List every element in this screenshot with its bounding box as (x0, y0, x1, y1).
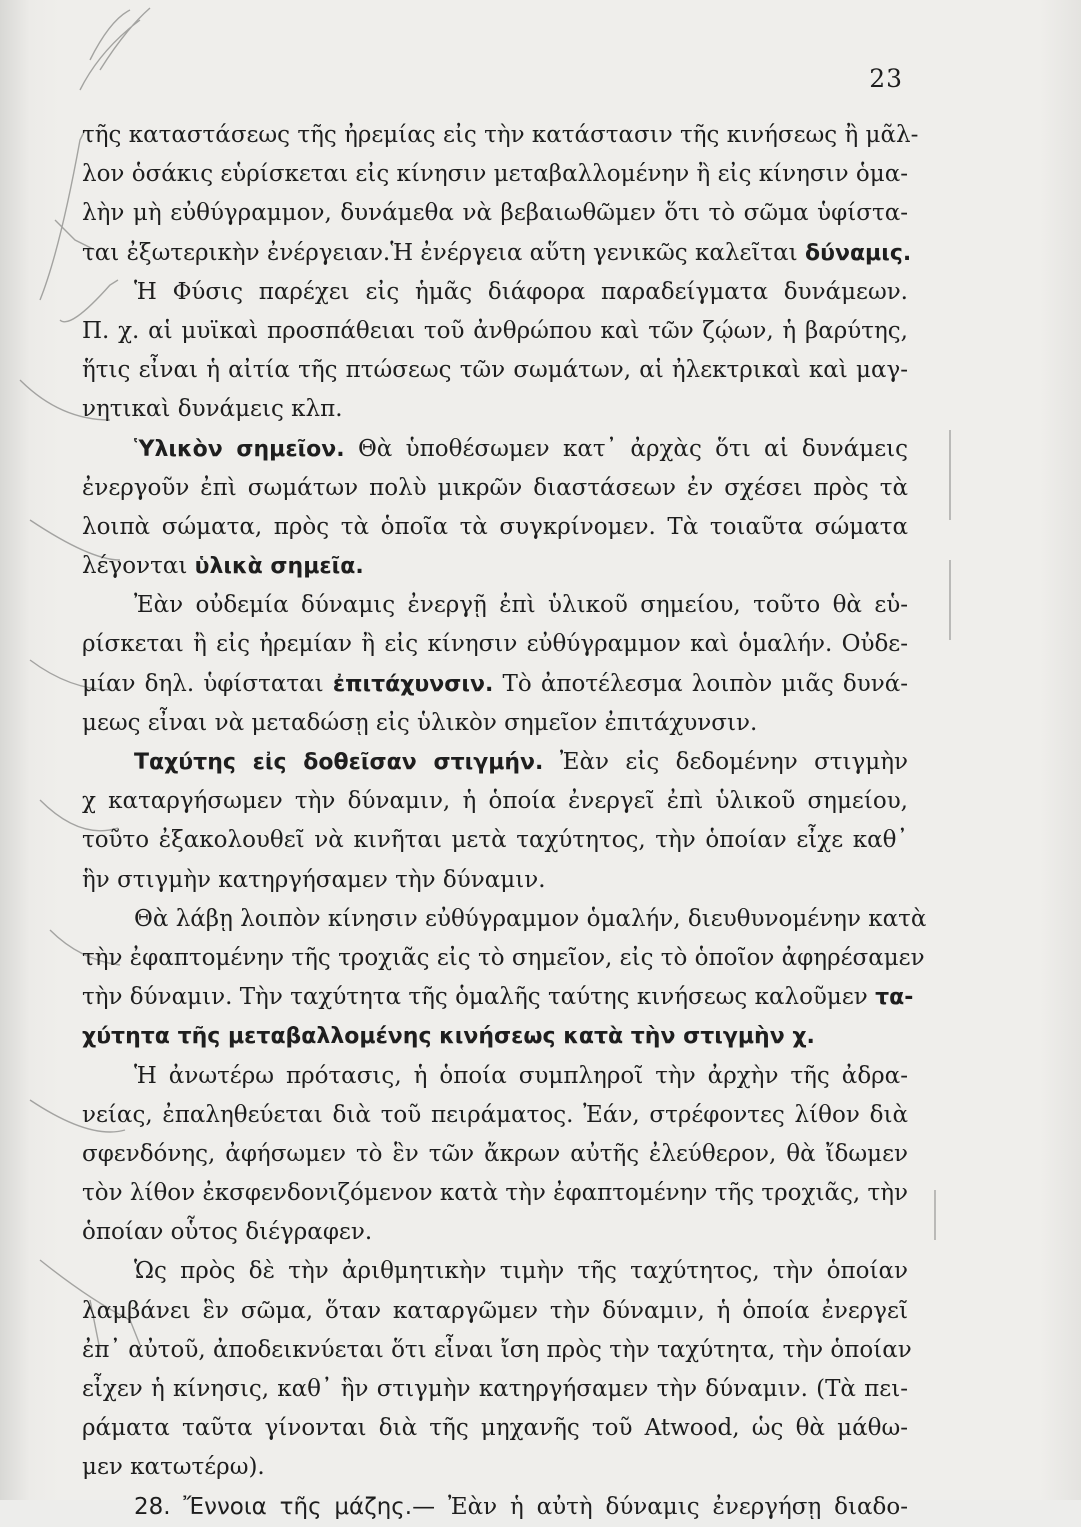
text-line (82, 1017, 908, 1056)
text-line: λαμβάνει ἓν σῶμα, ὅταν καταργῶμεν τὴν δύναμιν, ἡ ὁποία ἐνεργεῖ (82, 1297, 908, 1324)
text-line: λὴν μὴ εὐθύγραμμον, δυνάμεθα νὰ βεβαιωθῶμεν ὅτι τὸ σῶμα ὑφίστα- (82, 200, 908, 227)
text-span: μίαν δηλ. ὑφίσταται (82, 670, 324, 697)
text-line (82, 665, 908, 704)
text-span: λέγονται (82, 553, 188, 580)
pencil-scribble (80, 8, 150, 90)
text-line: εἶχεν ἡ κίνησις, καθ᾽ ἣν στιγμὴν κατηργήσαμεν τὴν δύναμιν. (Τὰ πει- (82, 1376, 908, 1402)
text-line: Ἡ ἀνωτέρω πρότασις, ἡ ὁποία συμπληροῖ τὴν ἀρχὴν τῆς ἀδρα- (134, 1062, 908, 1089)
body-text (82, 116, 927, 1527)
text-line: Π. χ. αἱ μυϊκαὶ προσπάθειαι τοῦ ἀνθρώπου καὶ τῶν ζῴων, ἡ βαρύτης, (82, 317, 908, 344)
term-bold: τα- (875, 985, 914, 1011)
text-line: ἐπ᾽ αὐτοῦ, ἀποδεικνύεται ὅτι εἶναι ἴση πρὸς τὴν ταχύτητα, τὴν ὁποίαν (82, 1336, 912, 1363)
text-line: ὁποίαν οὗτος διέγραφεν. (82, 1219, 373, 1246)
text-line (82, 234, 912, 273)
text-line: ρίσκεται ἢ εἰς ἠρεμίαν ἢ εἰς κίνησιν εὐθύγραμμον καὶ ὁμαλήν. Οὐδε- (82, 631, 908, 658)
text-line: ἥτις εἶναι ἡ αἰτία τῆς πτώσεως τῶν σωμάτων, αἱ ἠλεκτρικαὶ καὶ μαγ- (82, 357, 908, 384)
text-line: λον ὁσάκις εὑρίσκεται εἰς κίνησιν μεταβαλλομένην ἢ εἰς κίνησιν ὁμα- (82, 161, 909, 188)
text-line (82, 978, 914, 1017)
term-bold: δύναμις. (804, 240, 912, 266)
text-line (82, 1488, 908, 1527)
text-line: νητικαὶ δυνάμεις κλπ. (82, 396, 343, 423)
section-heading: Ὑλικὸν σημεῖον. (134, 436, 345, 462)
text-line (82, 743, 908, 782)
text-span: Θὰ ὑποθέσωμεν κατ᾽ ἀρχὰς ὅτι αἱ δυνάμεις (357, 435, 909, 462)
page-number: 23 (869, 64, 903, 93)
text-line: ἣν στιγμὴν κατηργήσαμεν τὴν δύναμιν. (82, 866, 546, 893)
text-line: τοῦτο ἐξακολουθεῖ νὰ κινῆται μετὰ ταχύτητος, τὴν ὁποίαν εἶχε καθ᾽ (82, 827, 908, 854)
text-line: λοιπὰ σώματα, πρὸς τὰ ὁποῖα τὰ συγκρίνομεν. Τὰ τοιαῦτα σώματα (82, 513, 908, 540)
text-line: τῆς καταστάσεως τῆς ἠρεμίας εἰς τὴν κατάστασιν τῆς κινήσεως ἢ μᾶλ- (82, 122, 919, 148)
text-span: Ἐὰν εἰς δεδομένην στιγμὴν (559, 749, 908, 775)
text-line: τὸν λίθον ἐκσφενδονιζόμενον κατὰ τὴν ἐφαπτομένην τῆς τροχιᾶς, τὴν (82, 1180, 908, 1207)
section-number-heading: 28. Ἔννοια τῆς μάζης.— (134, 1493, 436, 1520)
text-line: μεως εἶναι νὰ μεταδώσῃ εἰς ὑλικὸν σημεῖον ἐπιτάχυνσιν. (82, 709, 758, 736)
text-line: σφενδόνης, ἀφήσωμεν τὸ ἓν τῶν ἄκρων αὐτῆς ἐλεύθερον, θὰ ἴδωμεν (82, 1140, 908, 1167)
term-bold: χύτητα τῆς μεταβαλλομένης κινήσεως κατὰ τὴν στιγμὴν χ. (82, 1024, 815, 1050)
text-span: Τὸ ἀποτέλεσμα λοιπὸν μιᾶς δυνά- (502, 670, 909, 697)
text-line (82, 430, 908, 469)
text-line: ράματα ταῦτα γίνονται διὰ τῆς μηχανῆς τοῦ Atwood, ὡς θὰ μάθω- (82, 1415, 908, 1442)
text-line: Ἡ Φύσις παρέχει εἰς ἡμᾶς διάφορα παραδείγματα δυνάμεων. (134, 278, 908, 305)
text-line (82, 547, 908, 586)
text-line: ἐνεργοῦν ἐπὶ σωμάτων πολὺ μικρῶν διαστάσεων ἐν σχέσει πρὸς τὰ (82, 474, 908, 501)
text-line: τὴν ἐφαπτομένην τῆς τροχιᾶς εἰς τὸ σημεῖον, εἰς τὸ ὁποῖον ἀφηρέσαμεν (82, 944, 925, 971)
term-bold: ἐπιτάχυνσιν. (332, 671, 494, 697)
text-span: τὴν δύναμιν. Τὴν ταχύτητα τῆς ὁμαλῆς ταύτης κινήσεως καλοῦμεν (82, 984, 868, 1011)
text-span: Ἐὰν ἡ αὐτὴ δύναμις ἐνεργήσῃ διαδο- (447, 1493, 908, 1520)
section-heading: Ταχύτης εἰς δοθεῖσαν στιγμήν. (134, 750, 544, 775)
text-line: Ἐὰν οὐδεμία δύναμις ἐνεργῇ ἐπὶ ὑλικοῦ σημείου, τοῦτο θὰ εὑ- (134, 592, 908, 619)
text-line: Θὰ λάβῃ λοιπὸν κίνησιν εὐθύγραμμον ὁμαλήν, διευθυνομένην κατὰ (134, 905, 927, 932)
text-line: μεν κατωτέρω). (82, 1454, 265, 1481)
term-bold: ὑλικὰ σημεῖα. (194, 554, 364, 580)
text-span: ται ἐξωτερικὴν ἐνέργειαν.Ἡ ἐνέργεια αὕτη γενικῶς καλεῖται (82, 239, 798, 266)
text-line: Ὡς πρὸς δὲ τὴν ἀριθμητικὴν τιμὴν τῆς ταχύτητος, τὴν ὁποίαν (134, 1258, 908, 1285)
text-line: χ καταργήσωμεν τὴν δύναμιν, ἡ ὁποία ἐνεργεῖ ἐπὶ ὑλικοῦ σημείου, (82, 788, 908, 815)
text-line: νείας, ἐπαληθεύεται διὰ τοῦ πειράματος. Ἐάν, στρέφοντες λίθον διὰ (82, 1101, 908, 1128)
